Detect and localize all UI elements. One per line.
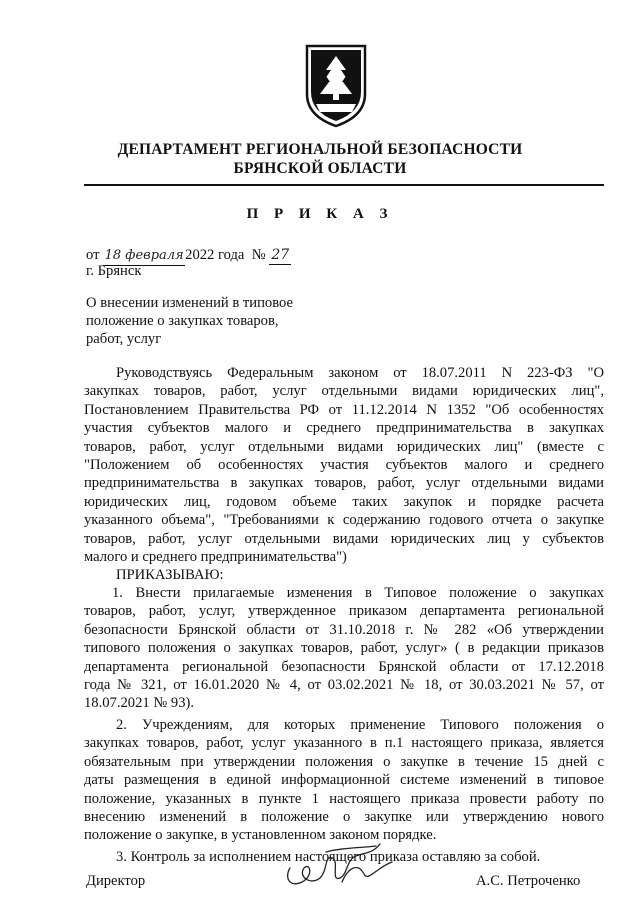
- preamble-line: указанного объема", "Требованиями к содержанию годового отчета о закупке: [84, 512, 604, 529]
- org-name-line2: БРЯНСКОЙ ОБЛАСТИ: [233, 160, 407, 177]
- subject-line-2: положение о закупках товаров,: [86, 313, 279, 329]
- preamble-line: юридических лиц, годовом объеме таких закупок и порядке расчета: [84, 493, 604, 510]
- item-2-line: положение о закупке, в установленном законом порядке.: [84, 827, 437, 844]
- date-handwritten: 18 февраля: [103, 247, 185, 266]
- item-2-line: закупках товаров, работ, услуг указанного в п.1 настоящего приказа, является: [84, 735, 604, 752]
- from-label: от: [86, 247, 100, 263]
- preamble-line: участия субъектов малого и среднего предпринимательства в закупках: [84, 420, 604, 437]
- item-1-line: года № 321, от 16.01.2020 № 4, от 03.02.2021 № 18, от 30.03.2021 № 57, от: [84, 677, 604, 694]
- org-name-line1: ДЕПАРТАМЕНТ РЕГИОНАЛЬНОЙ БЕЗОПАСНОСТИ: [117, 141, 523, 158]
- bryansk-coat-of-arms-icon: [302, 42, 370, 128]
- item-2-line: обязательным при утверждении положения о закупке в течение 15 дней с: [84, 753, 604, 770]
- item-1-line: безопасности Брянской области от 31.10.2018 г. № 282 «Об утверждении: [84, 621, 604, 638]
- preamble-line: закупках товаров, работ, услуг отдельными видами юридических лиц",: [84, 383, 604, 400]
- signature-position: Директор: [86, 873, 146, 889]
- document-title: П Р И К А З: [246, 206, 394, 222]
- handwritten-signature-icon: [280, 838, 400, 894]
- preamble-line: товаров, работ, услуг отдельными видами юридических лиц" (вместе с: [84, 438, 604, 455]
- item-2-line: положение, указанных в пункте 1 настоящего приказа провести работу по: [84, 790, 604, 807]
- preamble-line: товаров, работ, услуг отдельными видами юридических лиц у субъектов: [84, 530, 604, 547]
- city: г. Брянск: [86, 263, 142, 279]
- preamble-line: малого и среднего предпринимательства"): [84, 549, 347, 566]
- item-2-line: 2. Учреждениям, для которых применение Типового положения о: [116, 717, 604, 733]
- item-1-line: типового положения о закупках товаров, работ, услуг» ( в редакции приказов: [84, 640, 604, 657]
- item-1-line: департамента региональной безопасности Брянской области от 17.12.2018: [84, 658, 604, 675]
- item-2-paragraph: [84, 716, 604, 845]
- item-2-line: внесению изменений в положение о закупке или утверждению нового: [84, 809, 604, 826]
- subject-line-1: О внесении изменений в типовое: [86, 295, 293, 311]
- item-1-line: товаров, работ, услуг, утвержденное приказом департамента региональной: [84, 603, 604, 620]
- preamble-paragraph: [84, 364, 604, 566]
- order-word: ПРИКАЗЫВАЮ:: [116, 567, 224, 583]
- number-handwritten: 27: [269, 246, 291, 265]
- subject-line-3: работ, услуг: [86, 331, 162, 347]
- preamble-line: Постановлением Правительства РФ от 11.12.2014 N 1352 "Об особенностях: [84, 401, 604, 418]
- preamble-line: "Положением об особенностях участия субъектов малого и среднего: [84, 457, 604, 474]
- preamble-line: Руководствуясь Федеральным законом от 18.07.2011 N 223-ФЗ "О: [116, 365, 604, 381]
- item-1-line: 18.07.2021 № 93).: [84, 695, 194, 712]
- preamble-line: предпринимательства в закупках товаров, работ, услуг отдельными видами: [84, 475, 604, 492]
- signature-image: [280, 838, 400, 894]
- item-1-paragraph: [84, 584, 604, 713]
- coat-of-arms-emblem: [302, 42, 370, 128]
- signature-name: А.С. Петроченко: [476, 873, 581, 889]
- number-label: №: [251, 247, 266, 263]
- year-text: 2022 года: [185, 247, 245, 263]
- item-3: 3. Контроль за исполнением настоящего приказа оставляю за собой.: [116, 849, 541, 865]
- item-2-line: даты размещения в единой информационной системе изменений в типовое: [84, 772, 604, 789]
- item-1-line: 1. Внести прилагаемые изменения в Типовое положение о закупках: [112, 585, 604, 601]
- header-rule: [84, 184, 604, 186]
